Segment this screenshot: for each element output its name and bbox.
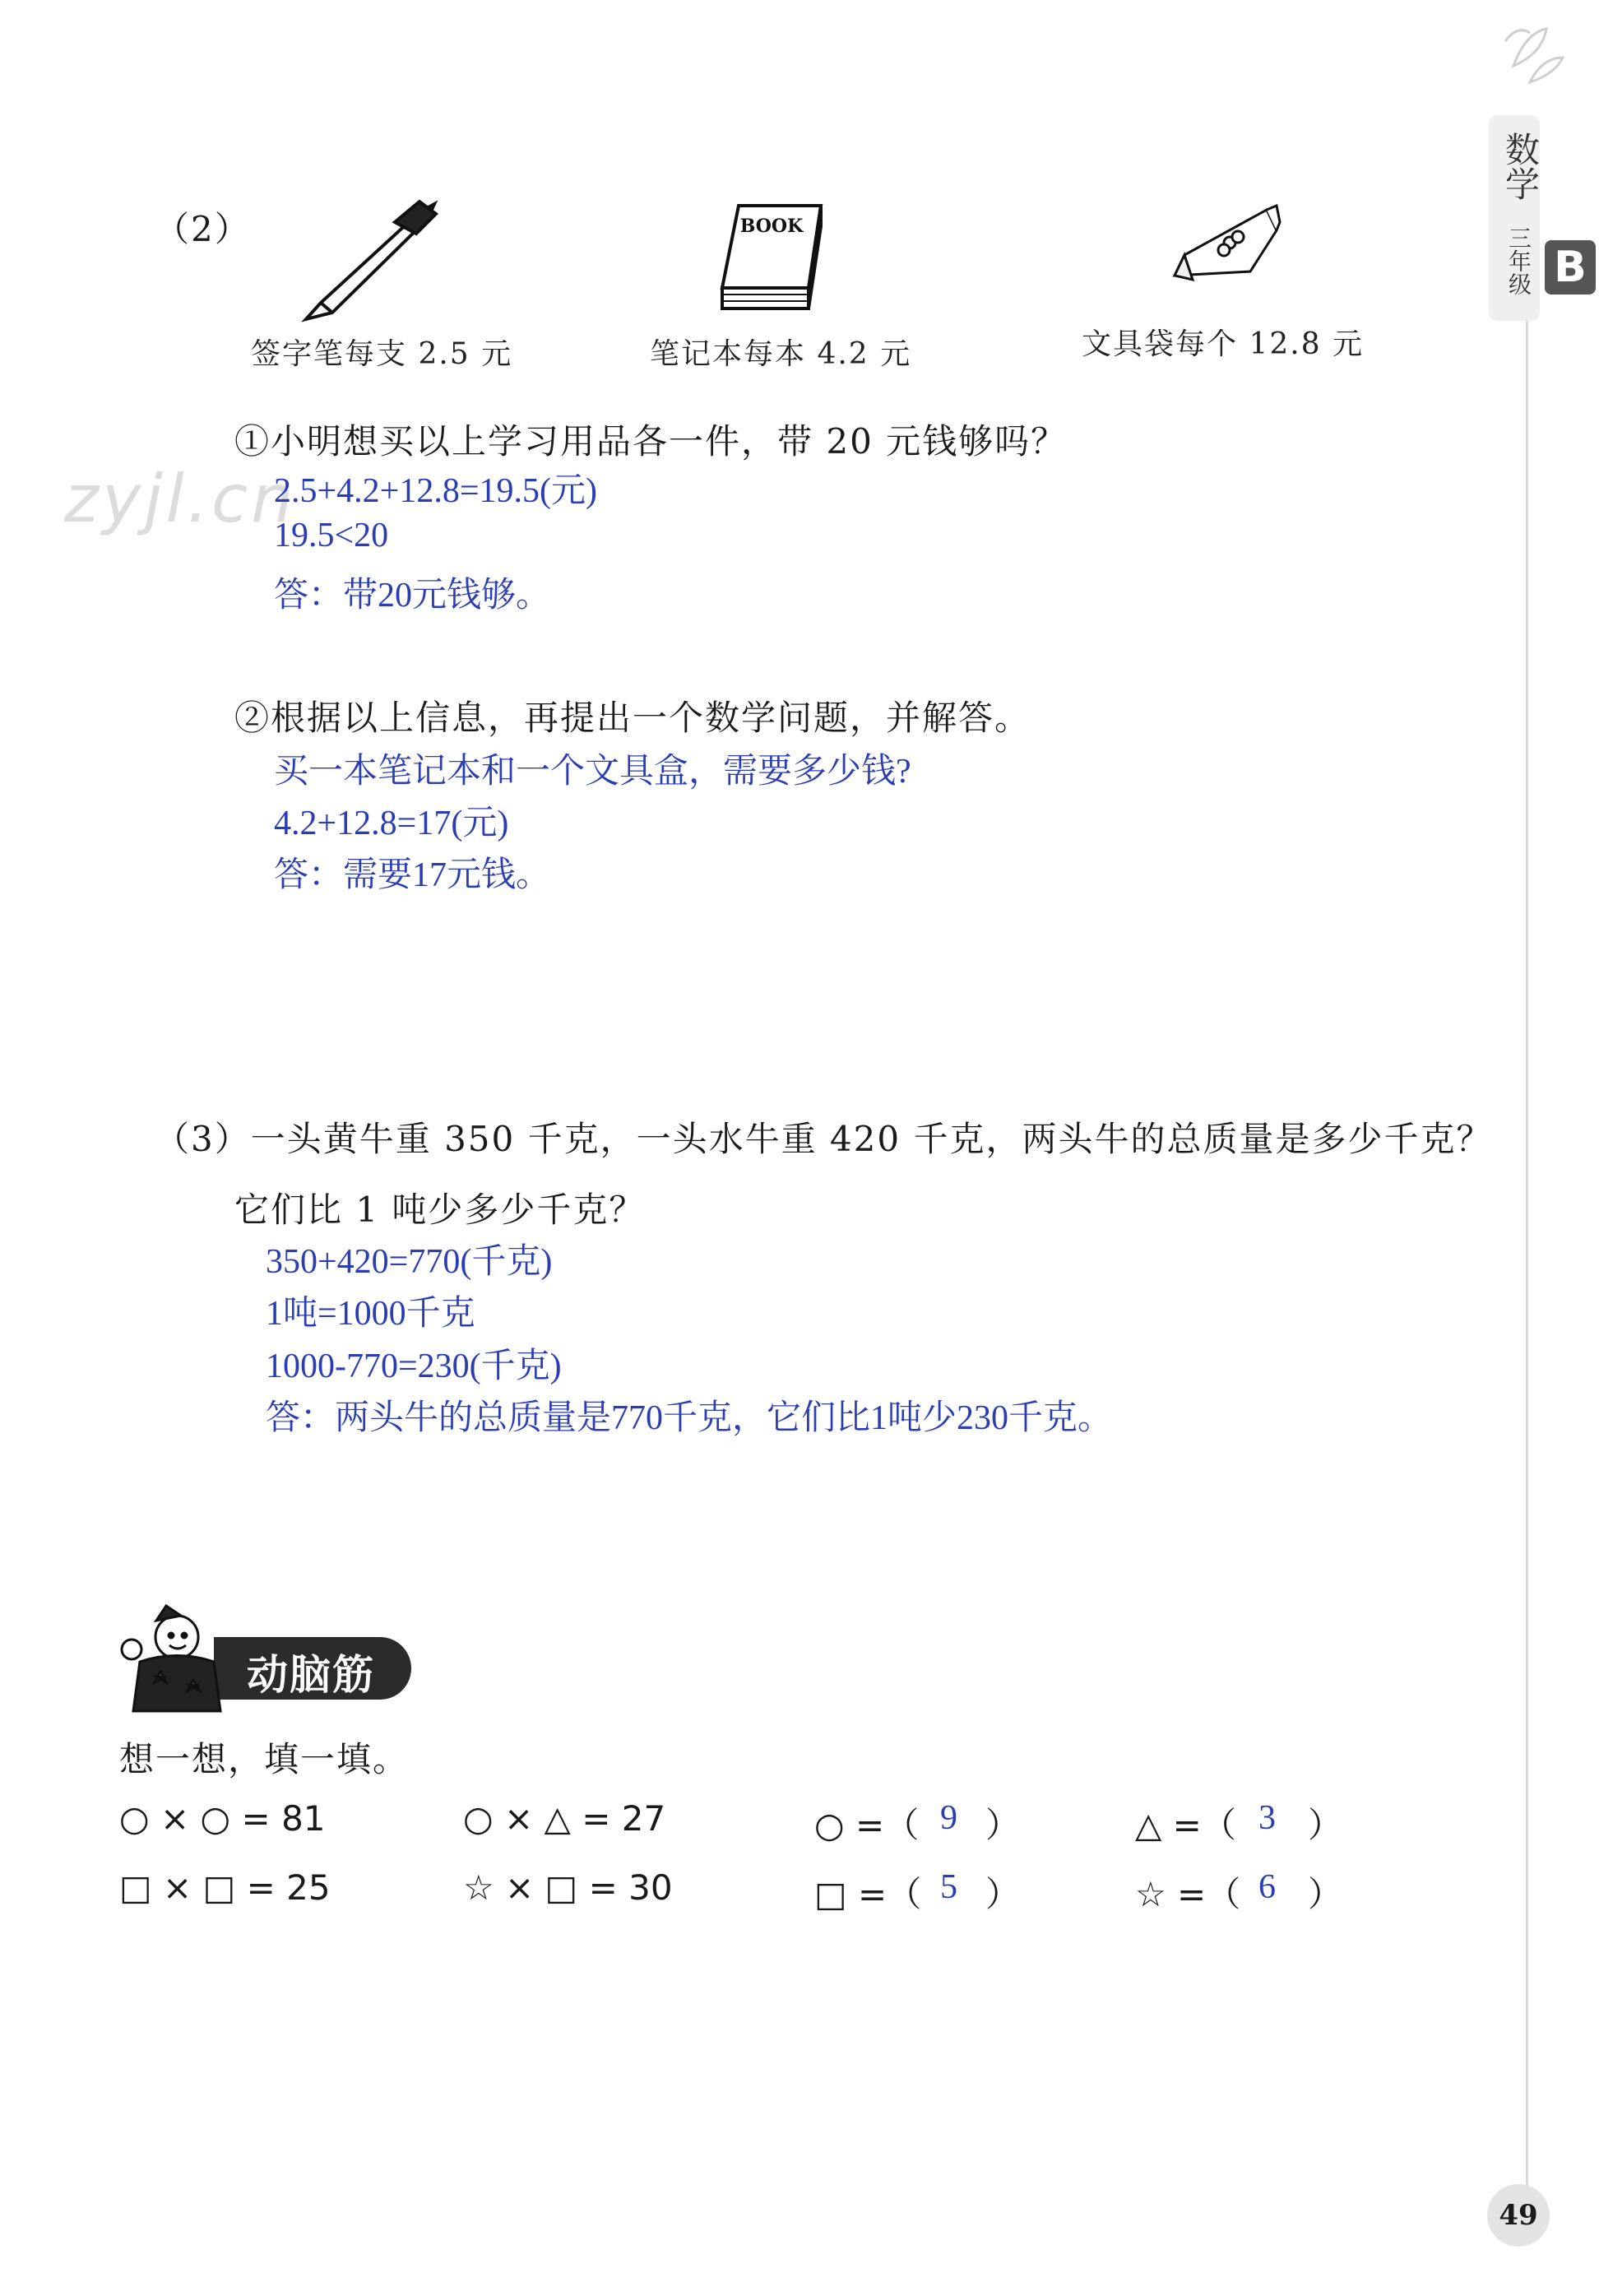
fill-blank-close: ） [985,1805,1021,1845]
fill-blank-close: ） [1308,1874,1343,1914]
section-title: 动脑筋 [247,1651,375,1699]
pen-price-caption: 签字笔每支 2.5 元 [251,337,513,371]
q2-sub1-answer-line: 19.5<20 [274,517,389,554]
equation: ○ × △ = 27 [463,1798,666,1839]
q3-answer-line: 答：两头牛的总质量是770千克，它们比1吨少230千克。 [266,1399,1113,1437]
brain-instruction: 想一想，填一填。 [119,1739,410,1779]
q3-answer-line: 350+420=770(千克) [266,1243,553,1281]
q2-sub1-question: ①小明想买以上学习用品各一件，带 20 元钱够吗？ [234,421,1068,462]
fill-blank-answer: 3 [1258,1799,1276,1837]
clown-mascot-icon [115,1604,239,1723]
q3-answer-line: 1吨=1000千克 [266,1295,475,1333]
notebook-price-caption: 笔记本每本 4.2 元 [650,337,912,371]
pen-icon [296,197,444,332]
q2-sub2-question: ②根据以上信息，再提出一个数学问题，并解答。 [234,698,1031,738]
q2-sub2-answer-line: 4.2+12.8=17(元) [274,805,509,842]
q2-sub1-answer-line: 答：带20元钱够。 [274,577,551,615]
q2-number: （2） [155,209,251,249]
notebook-icon [714,197,837,324]
page-number: 49 [1487,2184,1550,2247]
q3-question-line: （3）一头黄牛重 350 千克，一头水牛重 420 千克，两头牛的总质量是多少千克？ [155,1119,1493,1159]
fill-blank-answer: 6 [1258,1868,1276,1906]
fill-blank-label: ☆ =（ [1135,1874,1241,1914]
q2-sub2-answer-line: 买一本笔记本和一个文具盒，需要多少钱? [274,753,911,791]
fill-blank-label: ○ =（ [814,1805,920,1845]
fill-blank-answer: 5 [940,1868,957,1906]
notebook-cover-text: BOOK [739,216,804,237]
equation: ○ × ○ = 81 [119,1798,326,1839]
volume-badge: B [1545,240,1596,295]
subject-label: 数学 [1500,132,1541,201]
pencil-case-icon [1168,197,1283,308]
q3-question-line: 它们比 1 吨少多少千克？ [234,1190,646,1230]
margin-line [1526,156,1528,2229]
fill-blank-label: △ =（ [1135,1805,1236,1845]
fill-blank-label: □ =（ [814,1874,922,1914]
q2-sub2-answer-line: 答：需要17元钱。 [274,856,551,894]
fill-blank-close: ） [1308,1805,1343,1845]
watermark: zyjl.cn [64,461,296,537]
q3-answer-line: 1000-770=230(千克) [266,1347,562,1385]
equation: □ × □ = 25 [119,1867,331,1908]
equation: ☆ × □ = 30 [463,1867,673,1908]
leaf-ornament-icon [1497,16,1571,94]
pencil-case-price-caption: 文具袋每个 12.8 元 [1082,327,1365,361]
q2-sub1-answer-line: 2.5+4.2+12.8=19.5(元) [274,472,598,510]
fill-blank-close: ） [985,1874,1021,1914]
fill-blank-answer: 9 [940,1799,957,1837]
grade-label: 三年级 [1505,226,1532,295]
